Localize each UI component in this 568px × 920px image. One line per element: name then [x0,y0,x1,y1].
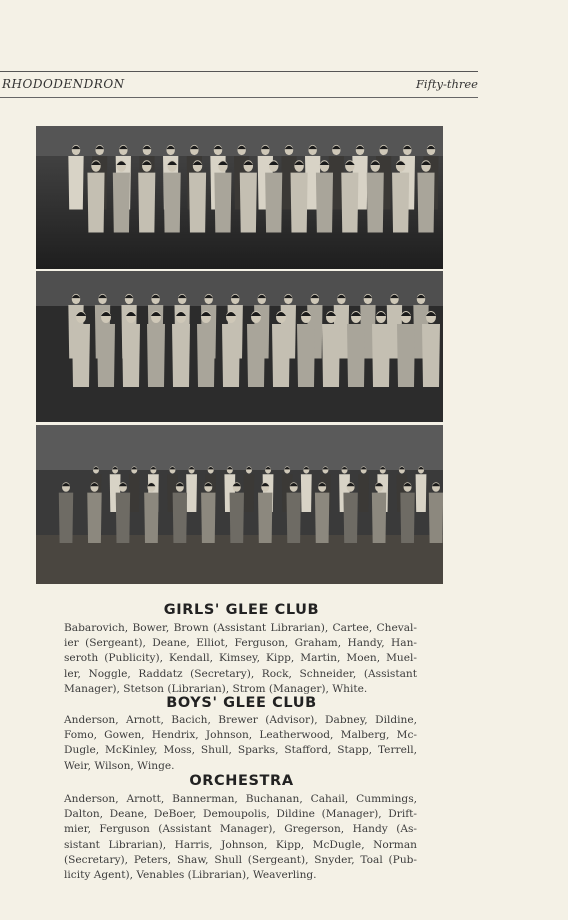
member-line: Manager), Stetson (Librarian), Strom (Manager), White. [64,682,368,695]
member-line: Dugle, McKinley, Moss, Shull, Sparks, Stafford, Stapp, Terrell, [64,744,417,757]
member-line: licity Agent), Venables (Librarian), Weaverling. [64,869,317,882]
member-line: Fomo, Gowen, Hendrix, Johnson, Leatherwood, Malberg, Mc- [64,729,417,742]
member-line: Babarovich, Bower, Brown (Assistant Librarian), Cartee, Cheval- [64,622,417,634]
orchestra-members [64,792,417,883]
member-line: (Secretary), Peters, Shaw, Shull (Sergeant), Snyder, Toal (Pub- [64,853,417,866]
orchestra-photo [36,425,443,584]
boys-glee-club-photo [36,271,443,422]
page-number: Fifty-three [415,77,478,91]
page-header [0,71,478,98]
member-line: Weir, Wilson, Winge. [64,759,175,772]
member-line: mier, Ferguson (Assistant Manager), Gregerson, Handy (As- [64,823,417,836]
boys-glee-club-members [64,713,417,774]
member-line: sistant Librarian), Harris, Johnson, Kipp, McDugle, Norman [64,838,417,851]
yearbook-title: RHODODENDRON [2,77,125,91]
girls-glee-club-photo [36,126,443,269]
orchestra-title: ORCHESTRA [189,773,294,789]
member-line: ler, Noggle, Raddatz (Secretary), Rock, Schneider, (Assistant [64,667,417,680]
member-line: ier (Sergeant), Deane, Elliot, Ferguson, Graham, Handy, Han- [64,637,417,650]
member-line: Anderson, Arnott, Bannerman, Buchanan, Cahail, Cummings, [64,793,417,805]
girls-glee-club-members [64,621,417,697]
member-line: seroth (Publicity), Kendall, Kimsey, Kipp, Martin, Moen, Muel- [64,652,417,665]
girls-glee-club-title: GIRLS' GLEE CLUB [163,602,320,618]
member-line: Anderson, Arnott, Bacich, Brewer (Advisor), Dabney, Dildine, [64,714,417,726]
member-line: Dalton, Deane, DeBoer, Demoupolis, Dildine (Manager), Drift- [64,808,417,821]
boys-glee-club-title: BOYS' GLEE CLUB [166,695,317,711]
